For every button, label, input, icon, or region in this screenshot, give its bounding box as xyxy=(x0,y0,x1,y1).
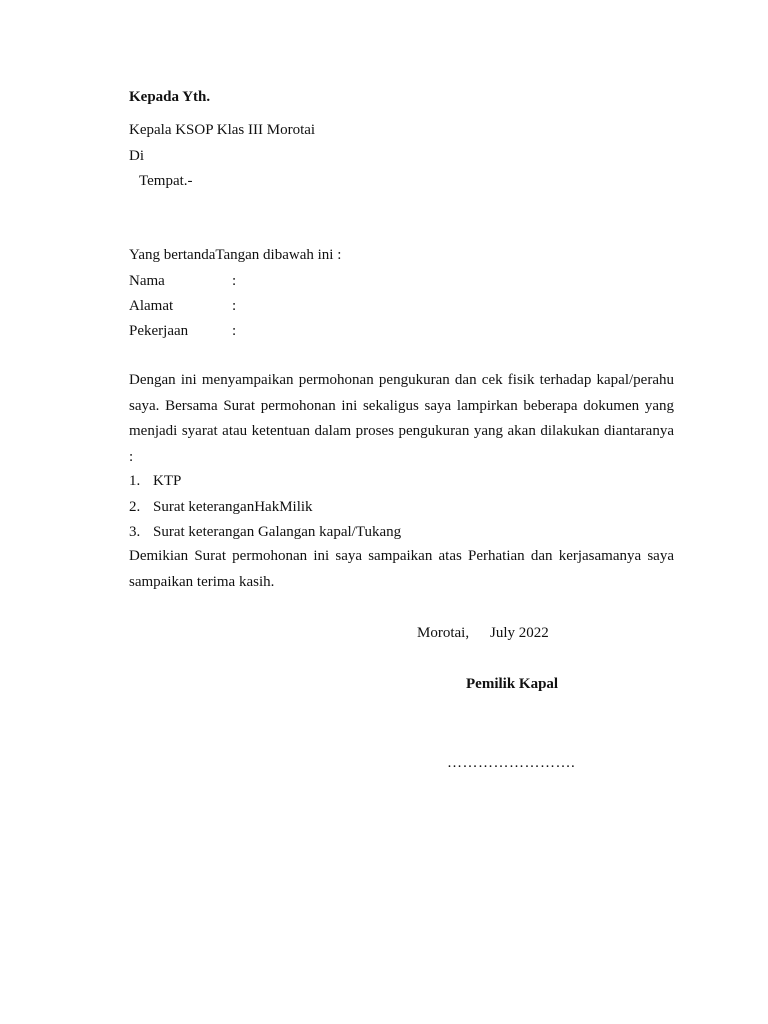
list-number: 2. xyxy=(129,499,141,515)
list-number: 1. xyxy=(129,473,141,489)
field-row-alamat xyxy=(129,297,236,315)
attachment-item xyxy=(129,472,181,490)
field-row-nama xyxy=(129,272,236,290)
body-paragraph: Dengan ini menyampaikan permohonan pengukuran dan cek fisik terhadap kapal/perahu saya. Bersama Surat permohonan ini sekaligus saya lampirkan beberapa dokumen yang menjadi syarat atau ketentuan dalam proses pengukuran yang akan dilakukan diantaranya : xyxy=(129,372,674,465)
salutation: Kepada Yth. xyxy=(129,89,211,105)
list-text: Surat keteranganHakMilik xyxy=(153,499,313,515)
list-number: 3. xyxy=(129,524,141,540)
list-text: KTP xyxy=(153,473,182,489)
field-label: Pekerjaan xyxy=(129,323,189,339)
signature-line: ……………………. xyxy=(447,755,576,771)
field-colon: : xyxy=(232,298,237,314)
addressee-place: Tempat.- xyxy=(139,173,193,189)
addressee-di: Di xyxy=(129,148,144,164)
field-label: Alamat xyxy=(129,298,174,314)
intro-line: Yang bertandaTangan dibawah ini : xyxy=(129,247,342,263)
attachment-item xyxy=(129,498,313,516)
list-text: Surat keterangan Galangan kapal/Tukang xyxy=(153,524,402,540)
field-colon: : xyxy=(232,273,237,289)
signature-city: Morotai, xyxy=(417,625,470,641)
attachment-item xyxy=(129,523,401,541)
field-colon: : xyxy=(232,323,237,339)
closing-paragraph: Demikian Surat permohonan ini saya sampaikan atas Perhatian dan kerjasamanya saya sampaikan terima kasih. xyxy=(129,548,674,590)
addressee: Kepala KSOP Klas III Morotai xyxy=(129,122,316,138)
signature-date: July 2022 xyxy=(490,625,549,641)
field-row-pekerjaan xyxy=(129,322,236,340)
signature-place-date xyxy=(417,624,549,642)
field-label: Nama xyxy=(129,273,165,289)
signature-role: Pemilik Kapal xyxy=(466,676,559,692)
